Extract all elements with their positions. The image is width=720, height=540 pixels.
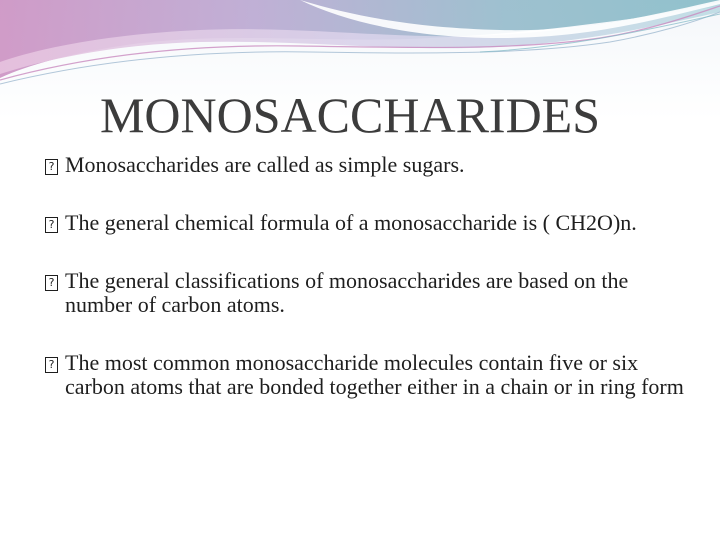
bullet-marker-icon: ? xyxy=(45,153,65,177)
bullet-item xyxy=(45,211,695,235)
bullet-item xyxy=(45,153,695,177)
bullet-text: The general classifications of monosaccharides are based on the number of carbon atoms. xyxy=(65,268,629,317)
bullet-marker-icon: ? xyxy=(45,211,65,235)
bullet-marker-icon: ? xyxy=(45,269,65,293)
bullet-list xyxy=(45,153,695,433)
slide-title: MONOSACCHARIDES xyxy=(99,87,601,143)
bullet-text: The general chemical formula of a monosaccharide is ( CH2O)n. xyxy=(65,210,637,235)
bullet-item xyxy=(45,351,695,399)
header-wave-decoration xyxy=(0,0,720,90)
bullet-item xyxy=(45,269,695,317)
bullet-text: Monosaccharides are called as simple sugars. xyxy=(65,152,465,177)
bullet-text: The most common monosaccharide molecules contain five or six carbon atoms that are bonded together either in a chain or in ring form xyxy=(65,350,684,399)
bullet-marker-icon: ? xyxy=(45,351,65,375)
